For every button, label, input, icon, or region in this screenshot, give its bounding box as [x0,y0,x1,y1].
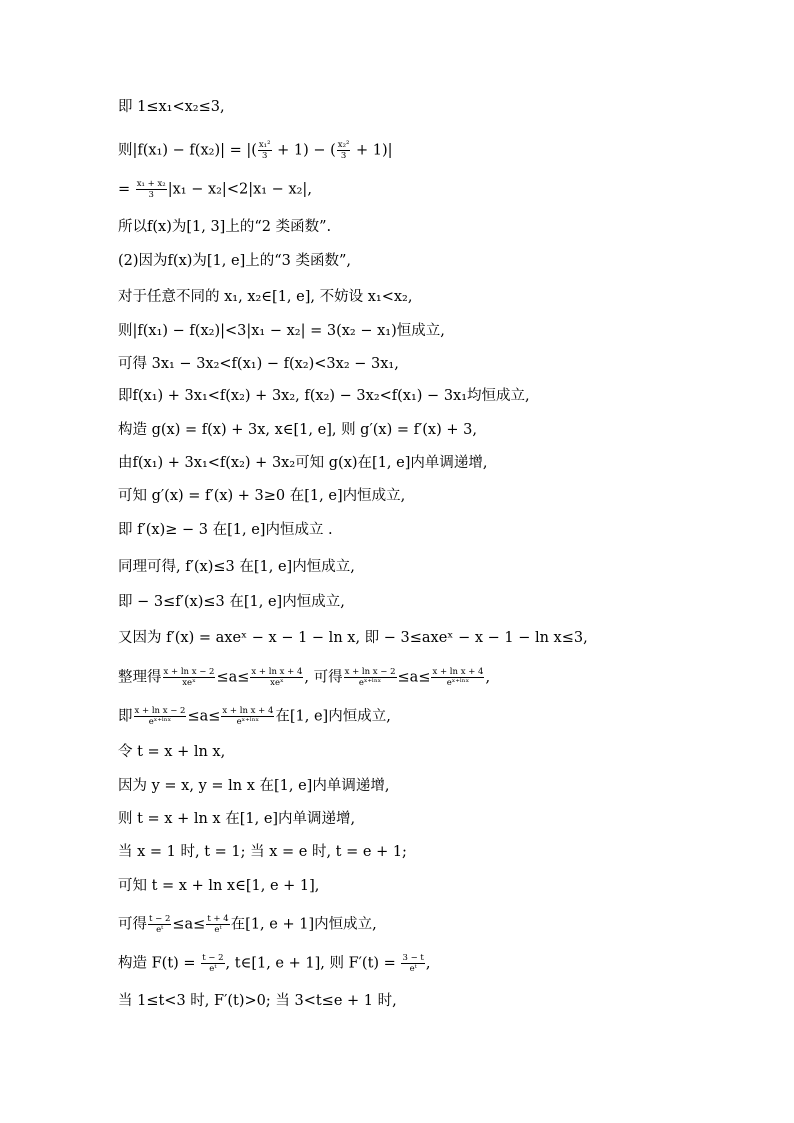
text-run: ≤a≤ [397,669,431,686]
text-run: , [485,669,491,686]
fraction-denominator: eˣ⁺ˡⁿˣ [236,717,260,727]
text-line: 即 1≤x₁<x₂≤3, [118,99,225,115]
text-line: 由f(x₁) + 3x₁<f(x₂) + 3x₂可知 g(x)在[1, e]内单调递增, [118,455,488,471]
text-line [118,179,312,200]
text-run: |x₁ − x₂|<2|x₁ − x₂|, [167,181,312,198]
fraction-numerator: x₁ + x₂ [136,179,166,189]
text-line: 当 1≤t<3 时, F′(t)>0; 当 3<t≤e + 1 时, [118,993,397,1009]
text-run: ≤a≤ [172,916,206,933]
text-run: 则|f(x₁) − f(x₂)| = |( [118,142,257,159]
fraction-denominator: eᵗ [409,964,417,974]
fraction-numerator: t − 2 [149,914,171,924]
fraction [344,667,397,688]
fraction-numerator: t − 2 [202,953,224,963]
text-run: 可得 [118,916,147,933]
text-run: 即 [118,708,133,725]
fraction [148,914,171,935]
fraction-denominator: eˣ⁺ˡⁿˣ [446,678,470,688]
fraction [337,140,351,161]
text-run: , t∈[1, e + 1], 则 F′(t) = [225,955,401,972]
text-run: + 1) − ( [272,142,336,159]
text-run: 整理得 [118,669,162,686]
text-line: 又因为 f′(x) = axeˣ − x − 1 − ln x, 即 − 3≤axeˣ − x − 1 − ln x≤3, [118,630,588,646]
fraction-denominator: eᵗ [156,925,164,935]
text-line: 即 f′(x)≥ − 3 在[1, e]内恒成立 . [118,522,333,538]
fraction [206,914,229,935]
fraction [201,953,224,974]
fraction-numerator: x + ln x + 4 [222,706,274,716]
text-run: + 1)| [351,142,393,159]
fraction [221,706,274,727]
text-run: ≤a≤ [187,708,221,725]
text-run: 在[1, e + 1]内恒成立, [230,916,377,933]
fraction-numerator: x + ln x + 4 [251,667,303,677]
fraction-denominator: eˣ⁺ˡⁿˣ [358,678,382,688]
text-line: 即 − 3≤f′(x)≤3 在[1, e]内恒成立, [118,594,345,610]
text-line: 对于任意不同的 x₁, x₂∈[1, e], 不妨设 x₁<x₂, [118,289,413,305]
fraction-denominator: eˣ⁺ˡⁿˣ [148,717,172,727]
fraction-denominator: eᵗ [209,964,217,974]
fraction-numerator: x + ln x + 4 [432,667,484,677]
text-line [118,706,391,727]
text-line: 所以f(x)为[1, 3]上的“2 类函数”. [118,219,332,235]
fraction [431,667,484,688]
text-line [118,953,430,974]
text-run: 在[1, e]内恒成立, [275,708,391,725]
text-run: , [425,955,431,972]
fraction-denominator: 3 [340,151,347,161]
fraction [136,179,167,200]
fraction [134,706,187,727]
text-line: 令 t = x + ln x, [118,744,226,760]
text-line: 可得 3x₁ − 3x₂<f(x₁) − f(x₂)<3x₂ − 3x₁, [118,356,399,372]
text-line: 构造 g(x) = f(x) + 3x, x∈[1, e], 则 g′(x) = f′(x) + 3, [118,422,477,438]
fraction-denominator: eᵗ [214,925,222,935]
fraction [258,140,272,161]
text-line: 即f(x₁) + 3x₁<f(x₂) + 3x₂, f(x₂) − 3x₂<f(x₁) − 3x₁均恒成立, [118,388,530,404]
text-line: 可知 t = x + ln x∈[1, e + 1], [118,878,320,894]
fraction-numerator: x₁² [258,140,271,150]
text-run: , 可得 [304,669,343,686]
text-line [118,914,377,935]
fraction-denominator: 3 [148,190,154,200]
text-line: 则 t = x + ln x 在[1, e]内单调递增, [118,811,356,827]
fraction [401,953,424,974]
fraction-numerator: x + ln x − 2 [134,706,186,716]
fraction-denominator: 3 [261,151,268,161]
text-line: (2)因为f(x)为[1, e]上的“3 类函数”, [118,253,352,269]
fraction-numerator: 3 − t [402,953,424,963]
text-line [118,140,393,161]
fraction-denominator: xeˣ [270,678,284,688]
text-line: 因为 y = x, y = ln x 在[1, e]内单调递增, [118,778,390,794]
text-line [118,667,490,688]
fraction [250,667,303,688]
text-line: 则|f(x₁) − f(x₂)|<3|x₁ − x₂| = 3(x₂ − x₁)恒成立, [118,323,445,339]
fraction [163,667,216,688]
fraction-numerator: x + ln x − 2 [344,667,396,677]
text-line: 可知 g′(x) = f′(x) + 3≥0 在[1, e]内恒成立, [118,488,406,504]
text-run: ≤a≤ [216,669,250,686]
fraction-numerator: t + 4 [207,914,229,924]
fraction-numerator: x₂² [337,140,350,150]
text-run: = [118,181,135,198]
text-line: 当 x = 1 时, t = 1; 当 x = e 时, t = e + 1; [118,844,407,860]
text-line: 同理可得, f′(x)≤3 在[1, e]内恒成立, [118,559,355,575]
fraction-numerator: x + ln x − 2 [163,667,215,677]
fraction-denominator: xeˣ [182,678,196,688]
text-run: 构造 F(t) = [118,955,201,972]
